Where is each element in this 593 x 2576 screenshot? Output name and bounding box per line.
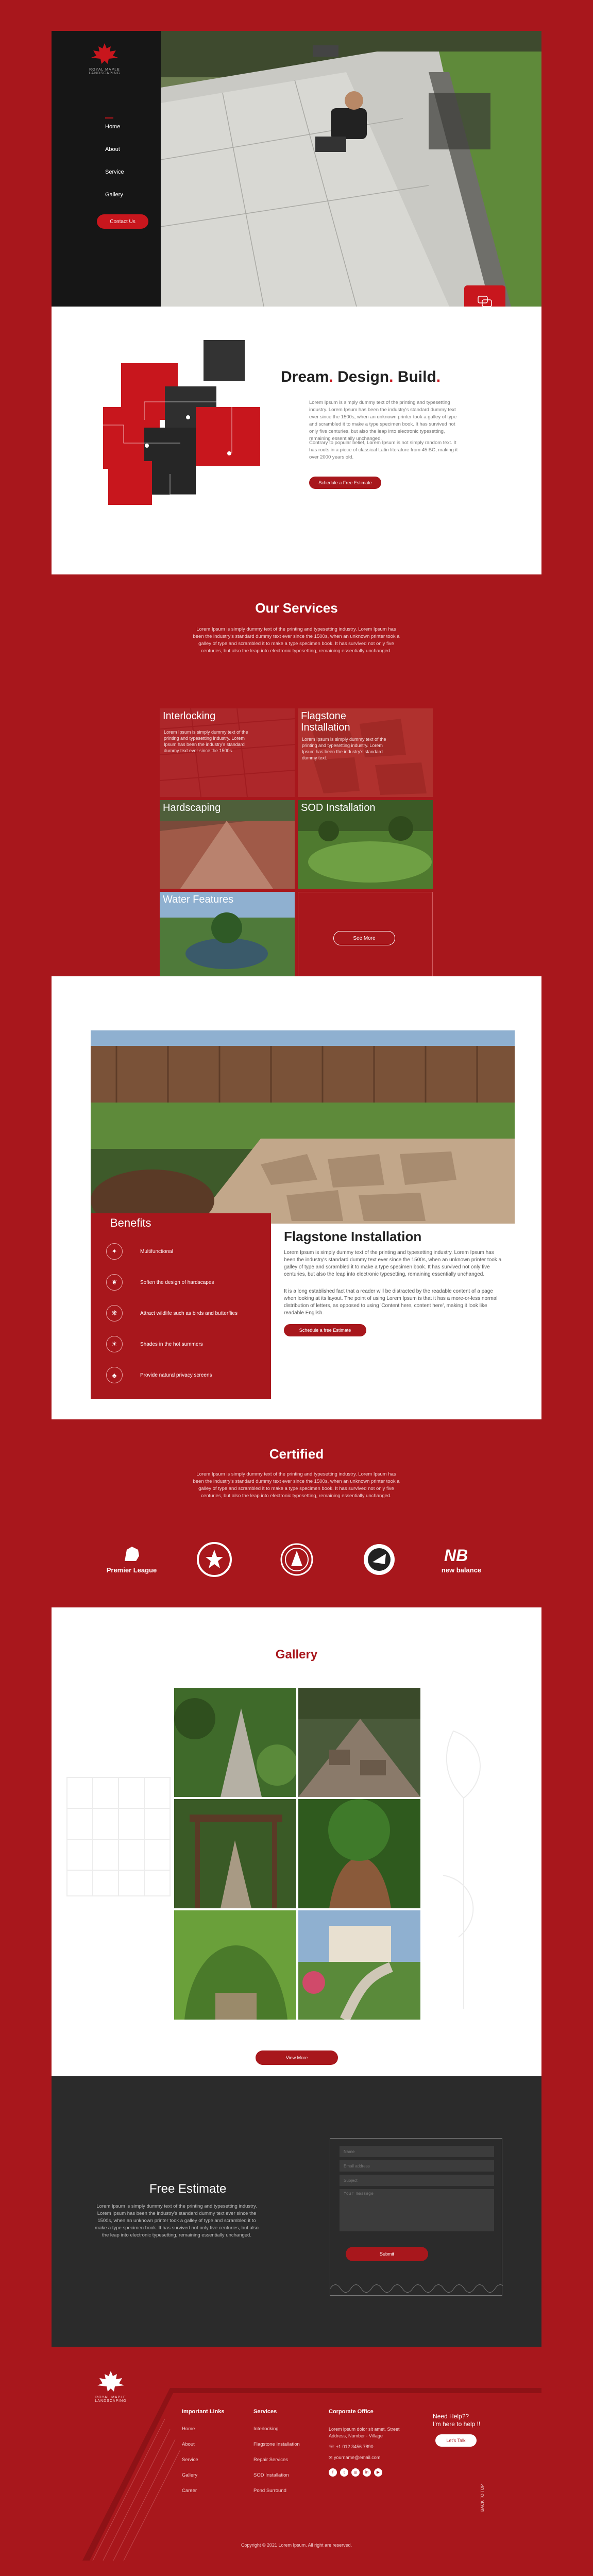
square-collage xyxy=(62,340,278,510)
service-tile-water[interactable] xyxy=(160,892,295,980)
gallery-title: Gallery xyxy=(275,1648,318,1662)
decor-pattern xyxy=(52,1607,541,2076)
service-tile-flagstone[interactable] xyxy=(298,708,433,797)
back-to-top-link[interactable]: BACK TO TOP xyxy=(480,2484,485,2512)
tile-label: Hardscaping xyxy=(163,802,221,814)
butterfly-icon: ❋ xyxy=(106,1305,123,1321)
phone-icon: ☏ xyxy=(329,2444,336,2449)
services-text: Lorem Ipsum is simply dummy text of the printing and typesetting industry. Lorem Ipsum has been the industry's standard dummy text ever since the 1500s, when an unknown printer took a galley of type and scrambled it to make a type specimen book. It has survived not only five centuries, but also the leap into electronic typesetting, remaining essentially unchanged. xyxy=(193,626,400,654)
multifunction-icon: ✦ xyxy=(106,1243,123,1260)
footer-logo[interactable] xyxy=(82,2370,139,2403)
footer-link-about[interactable]: About xyxy=(182,2442,195,2447)
gallery-image[interactable] xyxy=(174,1688,296,1797)
estimate-form xyxy=(330,2138,502,2296)
estimate-title: Free Estimate xyxy=(149,2182,227,2196)
hero-section xyxy=(52,31,541,307)
mail-icon: ✉ xyxy=(329,2455,334,2460)
badge-icon xyxy=(280,1543,314,1577)
service-tile-sod[interactable] xyxy=(298,800,433,889)
benefits-panel xyxy=(91,1213,271,1399)
benefit-text: Shades in the hot summers xyxy=(140,1341,203,1347)
benefit-item xyxy=(106,1303,238,1324)
flagstone-photo xyxy=(91,1030,515,1224)
benefit-text: Multifunctional xyxy=(140,1248,173,1255)
schedule-estimate-button-2[interactable]: Schedule a free Estimate xyxy=(284,1324,366,1336)
services-title: Our Services xyxy=(255,600,338,616)
footer-services-title: Services xyxy=(253,2409,277,2415)
footer-service-interlocking[interactable]: Interlocking xyxy=(253,2426,279,2432)
tree-icon: ♣ xyxy=(106,1367,123,1383)
gallery-section xyxy=(52,1607,541,2076)
linkedin-icon[interactable]: in xyxy=(363,2468,371,2477)
estimate-section xyxy=(52,2076,541,2347)
certified-text: Lorem Ipsum is simply dummy text of the printing and typesetting industry. Lorem Ipsum has been the industry's standard dummy text ever since the 1500s, when an unknown printer took a galley of type and scrambled it to make a type specimen book. It has survived not only five centuries, but also the leap into electronic typesetting, remaining essentially unchanged. xyxy=(193,1471,400,1499)
boston-river-logo xyxy=(349,1539,409,1580)
see-more-button[interactable]: See More xyxy=(333,931,395,945)
tile-description: Lorem Ipsum is simply dummy text of the printing and typesetting industry. Lorem Ipsum has been the industry's standard dummy text ever since the 1500s. xyxy=(164,730,248,753)
instagram-icon[interactable]: ◎ xyxy=(351,2468,360,2477)
schedule-estimate-button[interactable]: Schedule a Free Estimate xyxy=(309,477,381,489)
facebook-icon[interactable]: f xyxy=(329,2468,337,2477)
nav-item-about[interactable]: About xyxy=(105,146,120,152)
hero-photo xyxy=(161,31,541,307)
submit-button[interactable]: Submit xyxy=(346,2247,428,2261)
subject-field[interactable] xyxy=(340,2175,494,2186)
benefit-text: Provide natural privacy screens xyxy=(140,1372,212,1378)
new-balance-logo: NB new balance xyxy=(441,1546,482,1574)
lets-talk-button[interactable]: Let's Talk xyxy=(435,2434,477,2447)
certified-section xyxy=(52,1419,541,1607)
footer-links-title: Important Links xyxy=(182,2409,225,2415)
gallery-image[interactable] xyxy=(298,1799,420,1908)
services-section xyxy=(52,574,541,976)
footer-office-title: Corporate Office xyxy=(329,2409,374,2415)
footer-service-repair[interactable]: Repair Services xyxy=(253,2457,289,2463)
tile-label: Flagstone Installation xyxy=(301,710,350,733)
premier-league-logo: Premier League xyxy=(102,1539,162,1580)
svg-text:NB: NB xyxy=(444,1546,468,1564)
tile-label: SOD Installation xyxy=(301,802,376,814)
gallery-image[interactable] xyxy=(298,1910,420,2020)
flagstone-paragraph-2: It is a long established fact that a reader will be distracted by the readable content of a page when looking at its layout. The point of using Lorem Ipsum is that it has a more-or-less normal distribution of letters, as opposed to using 'Content here, content here', making it look like readable English. xyxy=(284,1289,498,1316)
benefit-item xyxy=(106,1272,214,1293)
tile-description: Lorem Ipsum is simply dummy text of the printing and typesetting industry. Lorem Ipsum has been the industry's standard dummy text. xyxy=(302,737,386,760)
footer-link-service[interactable]: Service xyxy=(182,2457,198,2463)
footer-services xyxy=(253,2409,300,2503)
nav-item-gallery[interactable]: Gallery xyxy=(105,192,123,198)
nav-item-service[interactable]: Service xyxy=(105,169,124,175)
youtube-icon[interactable]: ▶ xyxy=(374,2468,382,2477)
estimate-text: Lorem Ipsum is simply dummy text of the printing and typesetting industry. Lorem Ipsum has been the industry's standard dummy text ever since the 1500s, when an unknown printer took a galley of type and scrambled it to make a type specimen book. It has survived not only five centuries, but also the leap into electronic typesetting, remaining essentially unchanged. xyxy=(95,2204,259,2238)
benefit-text: Soften the design of hardscapes xyxy=(140,1279,214,1285)
benefit-text: Attract wildlife such as birds and butterflies xyxy=(140,1310,238,1316)
gallery-image[interactable] xyxy=(174,1799,296,1908)
office-address: Lorem ipsum dolor sit amet, Street Address, Number - Village xyxy=(329,2427,400,2438)
certified-title: Certified xyxy=(269,1446,324,1462)
tile-label: Water Features xyxy=(163,894,234,905)
view-more-button[interactable]: View More xyxy=(256,2050,338,2065)
copyright: Copyright © 2021 Lorem Ipsum. All right are reserved. xyxy=(241,2543,352,2548)
flagstone-title: Flagstone Installation xyxy=(284,1229,422,1244)
footer-service-sod[interactable]: SOD Installation xyxy=(253,2472,289,2478)
footer-service-pond[interactable]: Pond Surround xyxy=(253,2488,286,2494)
maple-leaf-icon xyxy=(89,42,120,66)
page xyxy=(52,31,541,2561)
services-grid xyxy=(160,708,433,976)
office-email[interactable]: ✉ yourname@email.com xyxy=(329,2455,381,2460)
flagstone-paragraph-1: Lorem Ipsum is simply dummy text of the printing and typesetting industry. Lorem Ipsum has been the industry's standard dummy text ever since the 1500s, when an unknown printer took a galley of type and scrambled it to make a type specimen book. It has survived not only five centuries, but also the leap into electronic typesetting, remaining essentially unchanged. xyxy=(284,1250,502,1277)
intro-title: Dream. Design. Build. xyxy=(281,368,441,385)
footer-logo-text: ROYAL MAPLE LANDSCAPING xyxy=(95,2396,127,2403)
crest-icon xyxy=(196,1541,232,1578)
service-tile-interlocking[interactable] xyxy=(160,708,295,797)
benefit-item xyxy=(106,1241,173,1262)
sports-crest-icon xyxy=(361,1541,397,1578)
office-phone[interactable]: ☏ +1 012 3456 7890 xyxy=(329,2444,374,2449)
sun-icon: ☀ xyxy=(106,1336,123,1352)
tile-label: Interlocking xyxy=(163,710,216,722)
footer xyxy=(52,2347,541,2561)
maple-leaf-icon xyxy=(95,2370,126,2394)
brand-logos xyxy=(52,1539,541,1580)
intro-paragraph-1: Lorem Ipsum is simply dummy text of the printing and typesetting industry. Lorem Ipsum has been the industry's standard dummy text ever since the 1500s, when an unknown printer took a galley of type and scrambled it to make a type specimen book. It has survived not only five centuries, but also the leap into electronic typesetting, remaining essentially unchanged. xyxy=(309,400,457,442)
atlanta-united-logo xyxy=(267,1539,327,1580)
service-tile-hardscaping[interactable] xyxy=(160,800,295,889)
intro-section xyxy=(52,307,541,574)
leaf-icon: ❦ xyxy=(106,1274,123,1291)
intro-paragraph-2: Contrary to popular belief, Lorem Ipsum is not simply random text. It has roots in a piece of classical Latin literature from 45 BC, making it over 2000 years old. xyxy=(309,440,458,460)
nb-icon xyxy=(441,1546,482,1564)
nav-item-home[interactable]: Home xyxy=(105,124,124,130)
logo-text: ROYAL MAPLE LANDSCAPING xyxy=(89,68,121,75)
message-field[interactable] xyxy=(340,2189,494,2231)
footer-office xyxy=(329,2409,401,2477)
benefit-item xyxy=(106,1365,212,1385)
name-field[interactable] xyxy=(340,2146,494,2157)
benefits-title: Benefits xyxy=(110,1216,151,1229)
email-field[interactable] xyxy=(340,2160,494,2172)
contact-us-button[interactable]: Contact Us xyxy=(97,214,148,229)
wave-decor xyxy=(330,2281,503,2296)
footer-link-home[interactable]: Home xyxy=(182,2426,195,2432)
logo[interactable] xyxy=(76,42,133,75)
gallery-image[interactable] xyxy=(298,1688,420,1797)
service-tile-see-more xyxy=(298,892,433,980)
need-help-text: Need Help?? I'm here to help !! xyxy=(433,2413,481,2428)
gallery-image[interactable] xyxy=(174,1910,296,2020)
benefit-item xyxy=(106,1334,203,1354)
footer-link-gallery[interactable]: Gallery xyxy=(182,2472,198,2478)
toronto-fc-logo xyxy=(184,1539,244,1580)
twitter-icon[interactable]: t xyxy=(340,2468,348,2477)
lion-icon xyxy=(122,1546,142,1564)
sidebar xyxy=(52,31,161,307)
footer-links xyxy=(182,2409,225,2503)
social-links xyxy=(329,2468,401,2477)
footer-service-flagstone[interactable]: Flagstone Installation xyxy=(253,2442,300,2447)
footer-link-career[interactable]: Career xyxy=(182,2488,197,2494)
flagstone-section xyxy=(52,976,541,1419)
